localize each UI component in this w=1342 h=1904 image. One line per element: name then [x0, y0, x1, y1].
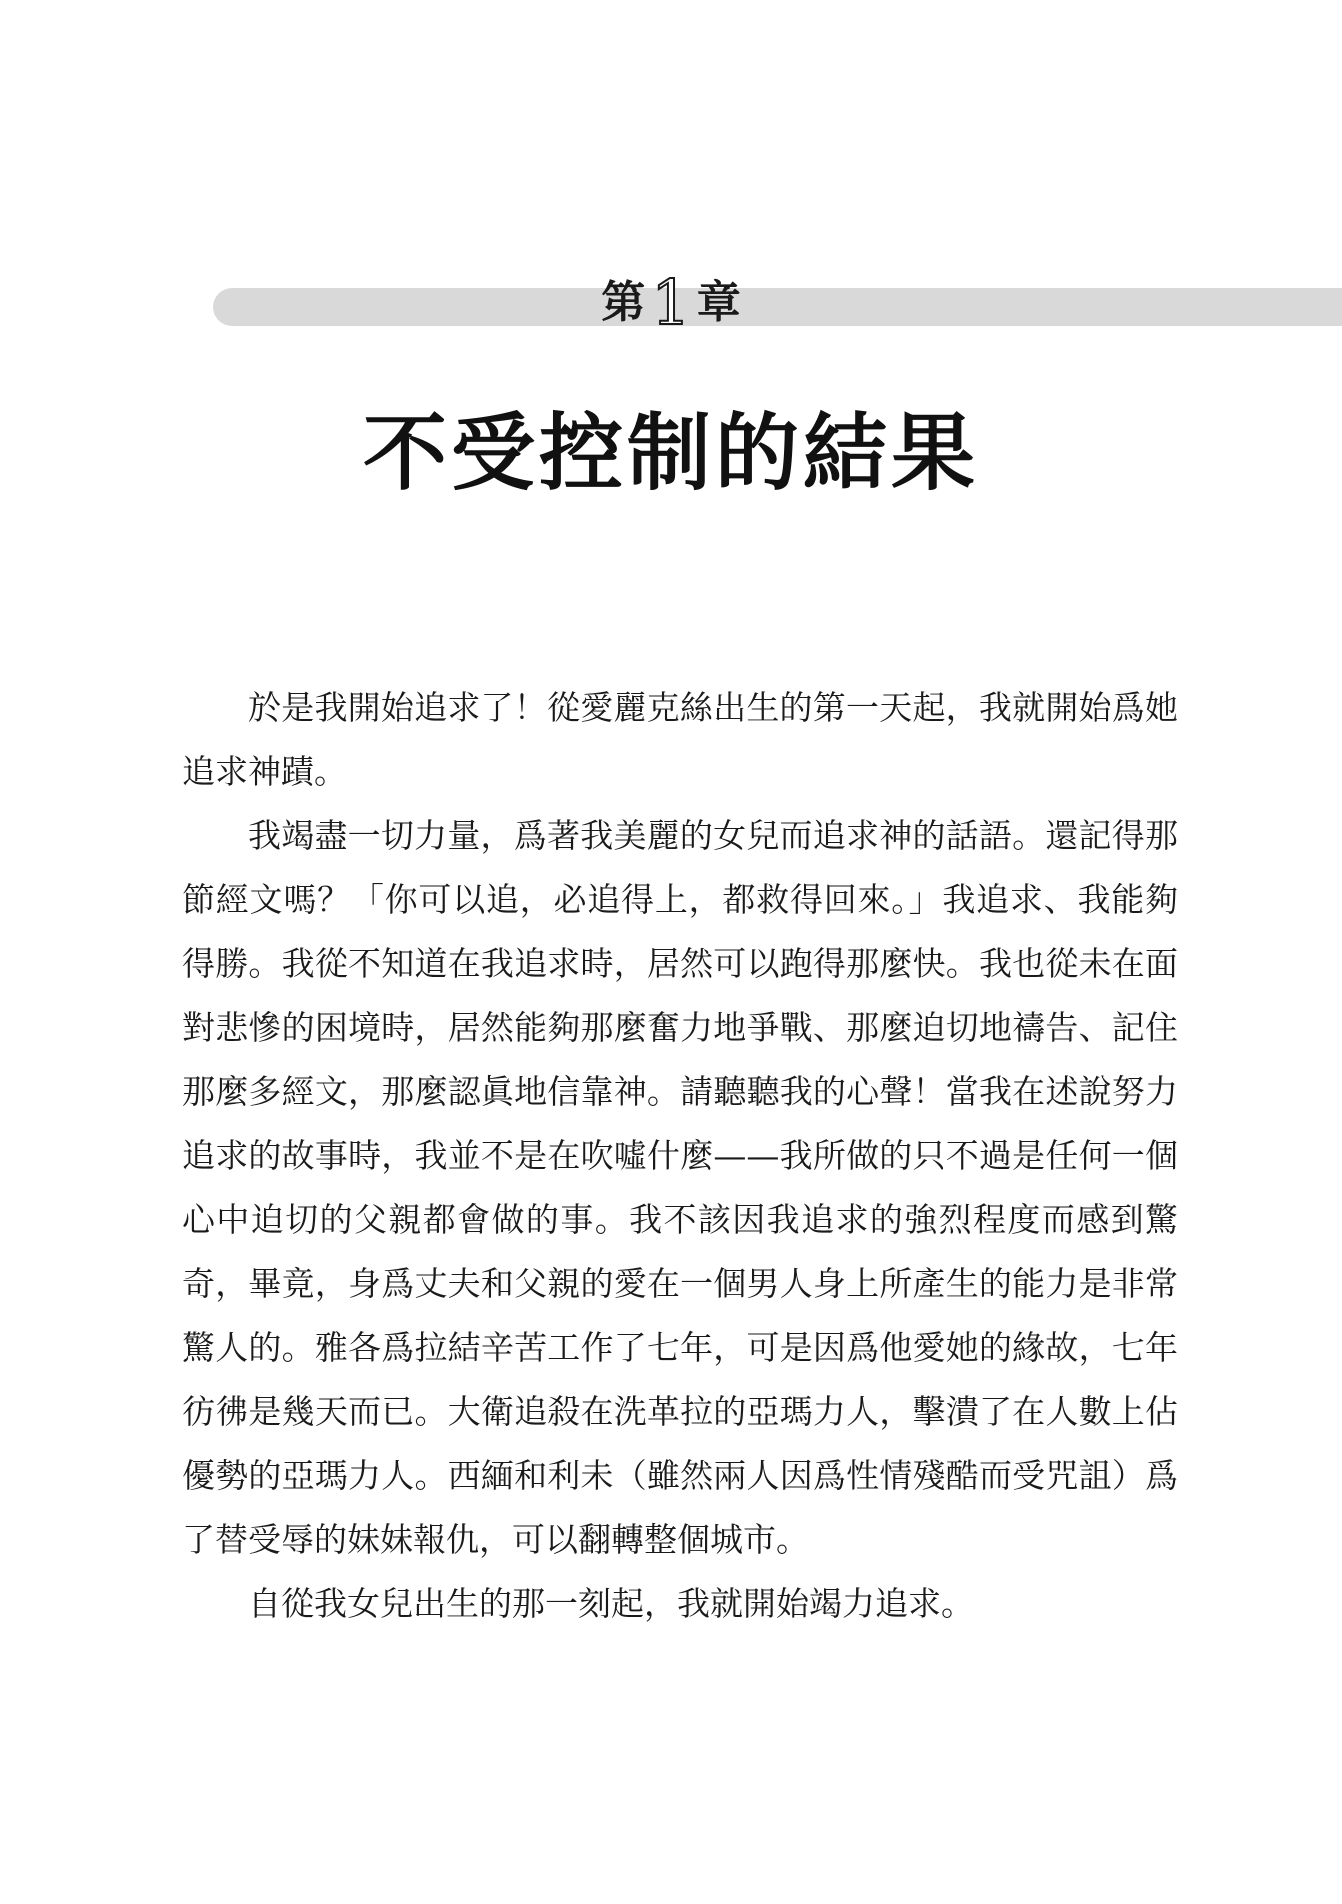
chapter-heading	[0, 268, 1342, 338]
paragraph: 自從我女兒出生的那一刻起，我就開始竭力追求。	[248, 1584, 974, 1623]
chapter-title: 不受控制的結果	[362, 403, 979, 502]
paragraph: 於是我開始追求了！從愛麗克絲出生的第一天起，我就開始爲她追求神蹟。	[182, 688, 1178, 791]
paragraph: 我竭盡一切力量，爲著我美麗的女兒而追求神的話語。還記得那節經文嗎？「你可以追，必追得上，都救得回來。」我追求、我能夠得勝。我從不知道在我追求時，居然可以跑得那麼快。我也從未在面對悲慘的困境時，居然能夠那麼奮力地爭戰、那麼迫切地禱告、記住那麼多經文，那麼認眞地信靠神。請聽聽我的心聲！當我在述說努力追求的故事時，我並不是在吹噓什麼——我所做的只不過是任何一個心中迫切的父親都會做的事。我不該因我追求的強烈程度而感到驚奇，畢竟，身爲丈夫和父親的愛在一個男人身上所產生的能力是非常驚人的。雅各爲拉結辛苦工作了七年，可是因爲他愛她的緣故，七年彷彿是幾天而已。大衛追殺在洗革拉的亞瑪力人，擊潰了在人數上佔優勢的亞瑪力人。西緬和利未（雖然兩人因爲性情殘酷而受咒詛）爲了替受辱的妹妹報仇，可以翻轉整個城市。	[182, 816, 1178, 1559]
body-text	[182, 676, 1178, 1636]
chapter-suffix: 章	[696, 277, 741, 328]
chapter-number: 1	[651, 266, 691, 339]
chapter-prefix: 第	[601, 277, 646, 328]
